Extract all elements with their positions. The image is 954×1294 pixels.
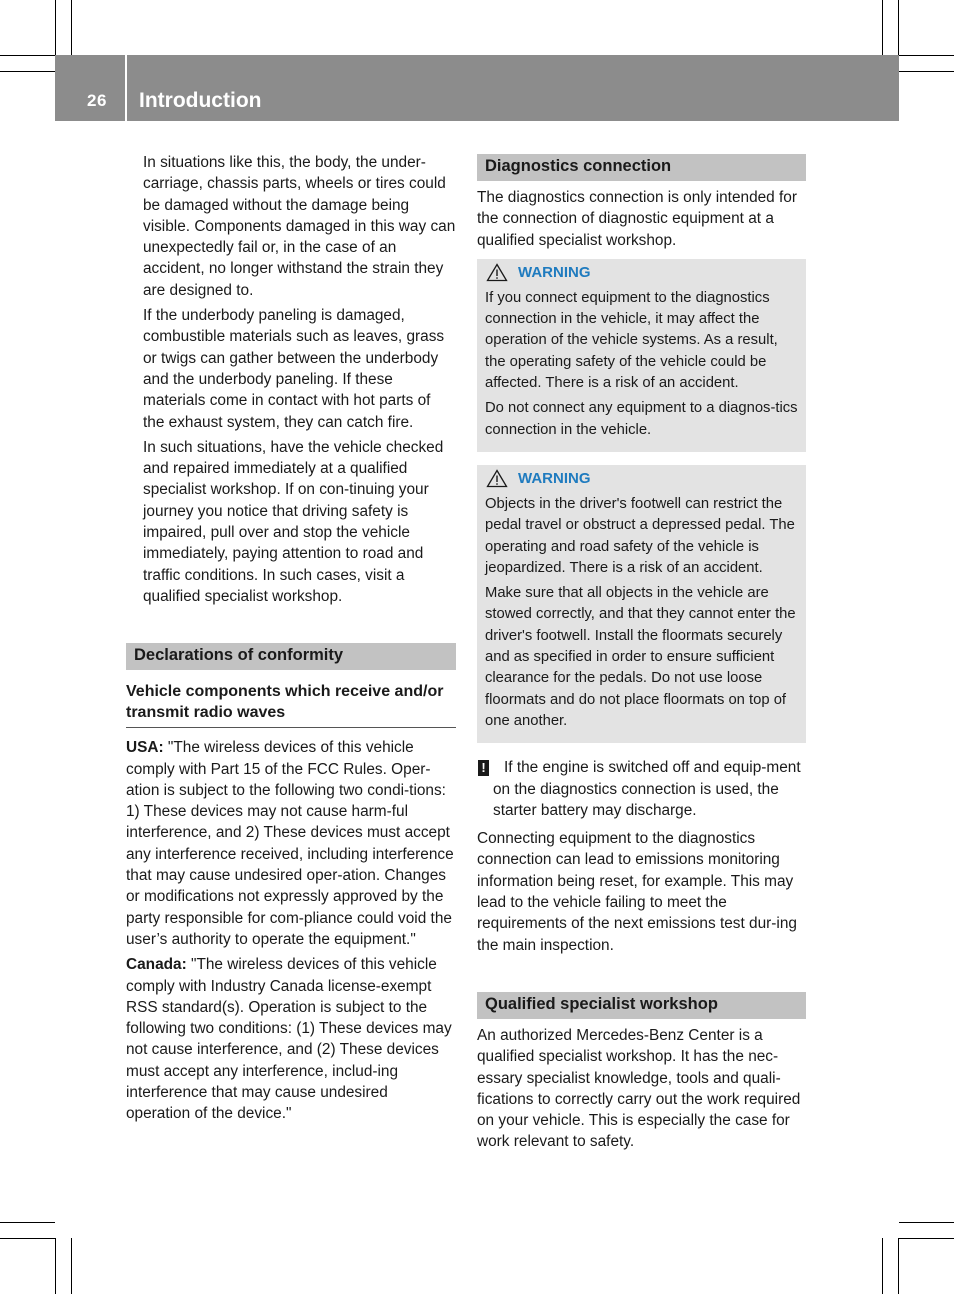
canada-text: "The wireless devices of this vehicle comply with Industry Canada license-exempt RSS standard(s). Operation is subject to the following two conditions: (1) These devices may not cause interference, and (2) These devices must accept any interference, includ-ing interference that may cause undesired operation of the device." — [126, 956, 452, 1123]
header-divider — [125, 55, 127, 121]
warning-text: If you connect equipment to the diagnostics connection in the vehicle, it may affect the operation of the vehicle systems. As a result, the operating safety of the vehicle could be affected. There is a risk of an accident. — [485, 289, 778, 392]
left-column — [126, 152, 456, 1129]
crop-mark — [898, 1238, 899, 1294]
section-heading-workshop: Qualified specialist workshop — [477, 992, 806, 1019]
section-heading-diagnostics: Diagnostics connection — [477, 154, 806, 181]
paragraph: In such situations, have the vehicle checked and repaired immediately at a qualified specialist workshop. If on con-tinuing your journey you notice that driving safety is impaired, pull over and stop the vehicle immediately, paying attention to road and traffic conditions. In such cases, visit a qualified specialist workshop. — [143, 438, 444, 605]
page-title: Introduction — [139, 89, 262, 112]
crop-mark — [899, 1222, 954, 1223]
warning-box — [477, 259, 806, 452]
warning-label: WARNING — [518, 469, 591, 487]
usa-label: USA: — [126, 739, 164, 757]
paragraph: If the underbody paneling is damaged, combustible materials such as leaves, grass or twigs can gather between the underbody and the underbody paneling. If these materials come in contact with hot parts of the exhaust system, they can catch fire. — [143, 307, 445, 431]
warning-text: Objects in the driver's footwell can restrict the pedal travel or obstruct a depressed pedal. The operating and road safety of the vehicle is jeopardized. There is a risk of an accident. — [485, 495, 795, 576]
crop-mark — [0, 71, 55, 72]
crop-mark — [0, 1222, 55, 1223]
subheading-radio-components: Vehicle components which receive and/or transmit radio waves — [126, 681, 456, 728]
note-block — [477, 757, 806, 821]
crop-mark — [899, 71, 954, 72]
paragraph: In situations like this, the body, the under-carriage, chassis parts, wheels or tires could be damaged without the damage being visible. Components damaged in this way can unexpectedly fail or, in the case of an accident, no longer withstand the strain they are designed to. — [143, 154, 456, 299]
warning-label: WARNING — [518, 263, 591, 281]
canada-label: Canada: — [126, 956, 187, 974]
crop-mark — [882, 0, 883, 55]
crop-mark — [899, 55, 954, 56]
warning-box — [477, 465, 806, 743]
warning-header — [485, 263, 798, 283]
warning-header — [485, 469, 798, 489]
warning-triangle-icon — [486, 469, 508, 488]
indented-text-block — [126, 152, 456, 607]
page-number: 26 — [87, 91, 107, 110]
crop-mark — [71, 1238, 72, 1294]
crop-mark — [899, 1238, 954, 1239]
paragraph: An authorized Mercedes-Benz Center is a qualified specialist workshop. It has the nec-essary specialist knowledge, tools and quali-fications to correctly carry out the work required on your vehicle. This is especially the case for work relevant to safety. — [477, 1026, 801, 1151]
canada-paragraph — [126, 954, 456, 1124]
warning-text: Make sure that all objects in the vehicle are stowed correctly, and that they cannot enter the driver's footwell. Install the floormats securely and as specified in order to ensure sufficient clearance for the pedals. Do not use loose floormats and do not place floormats on top of one another. — [485, 585, 796, 729]
usa-paragraph — [126, 737, 456, 950]
crop-mark — [882, 1238, 883, 1294]
exclamation-icon: ! — [478, 760, 489, 776]
note-text: If the engine is switched off and equip-ment on the diagnostics connection is used, the starter battery may discharge. — [493, 759, 801, 819]
crop-mark — [0, 55, 55, 56]
crop-mark — [898, 0, 899, 55]
crop-mark — [71, 0, 72, 55]
crop-mark — [55, 0, 56, 55]
paragraph: The diagnostics connection is only intended for the connection of diagnostic equipment at a qualified specialist workshop. — [477, 189, 797, 249]
warning-triangle-icon — [486, 263, 508, 282]
paragraph: Connecting equipment to the diagnostics connection can lead to emissions monitoring information being reset, for example. This may lead to the vehicle failing to meet the requirements of the next emissions test dur-ing the main inspection. — [477, 830, 797, 954]
crop-mark — [55, 1238, 56, 1294]
crop-mark — [0, 1238, 55, 1239]
page-header — [55, 55, 899, 121]
section-heading-declarations: Declarations of conformity — [126, 643, 456, 670]
warning-text: Do not connect any equipment to a diagnos-tics connection in the vehicle. — [485, 400, 798, 438]
right-column — [477, 154, 806, 1157]
usa-text: "The wireless devices of this vehicle comply with Part 15 of the FCC Rules. Oper-ation is subject to the following two condi-tions: 1) These devices may not cause harm-ful interference, and 2) These devices must accept any interference received, including interference that may cause undesired oper-ation. Changes or modifications not expressly approved by the party responsible for com-pliance could void the user’s authority to operate the equipment." — [126, 739, 454, 948]
